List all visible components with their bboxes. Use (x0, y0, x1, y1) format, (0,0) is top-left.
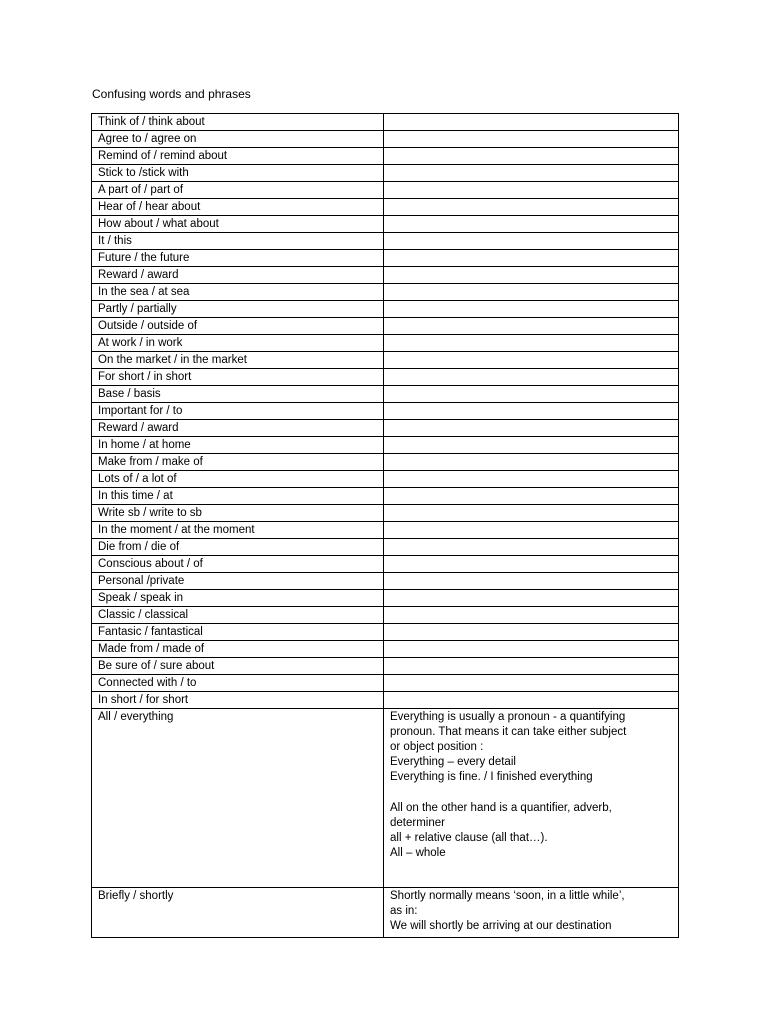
note-cell (384, 131, 679, 148)
note-cell (384, 471, 679, 488)
term-text: Reward / award (98, 422, 179, 434)
note-cell (384, 590, 679, 607)
table-row (92, 284, 679, 301)
term-text: How about / what about (98, 218, 219, 230)
term-text: In short / for short (98, 694, 189, 706)
term-text: It / this (98, 235, 132, 247)
term-cell (92, 182, 384, 199)
note-cell (384, 420, 679, 437)
note-line: Everything is fine. / I finished everything (390, 771, 593, 783)
note-cell (384, 233, 679, 250)
table-row (92, 488, 679, 505)
table-row (92, 505, 679, 522)
table-row (92, 165, 679, 182)
note-line: Shortly normally means ‘soon, in a little while’, (390, 890, 625, 902)
note-cell (384, 658, 679, 675)
term-text: Connected with / to (98, 677, 197, 689)
term-text: Agree to / agree on (98, 133, 197, 145)
term-cell (92, 233, 384, 250)
term-cell (92, 624, 384, 641)
term-text: Speak / speak in (98, 592, 184, 604)
table-row (92, 182, 679, 199)
term-cell (92, 675, 384, 692)
term-text: Personal /private (98, 575, 185, 587)
term-text: Make from / make of (98, 456, 203, 468)
table-row (92, 131, 679, 148)
note-cell (384, 114, 679, 131)
term-text: Important for / to (98, 405, 183, 417)
term-cell (92, 488, 384, 505)
term-text: Classic / classical (98, 609, 189, 621)
table-row (92, 454, 679, 471)
note-cell (384, 369, 679, 386)
term-text: A part of / part of (98, 184, 184, 196)
term-cell (92, 888, 384, 938)
table-row (92, 114, 679, 131)
term-cell (92, 539, 384, 556)
term-text: Lots of / a lot of (98, 473, 177, 485)
table-row (92, 556, 679, 573)
term-cell (92, 386, 384, 403)
table-row (92, 403, 679, 420)
term-cell (92, 641, 384, 658)
table-row (92, 675, 679, 692)
term-cell (92, 148, 384, 165)
term-text: Hear of / hear about (98, 201, 201, 213)
note-cell (384, 607, 679, 624)
note-line: All – whole (390, 847, 446, 859)
term-text: On the market / in the market (98, 354, 247, 366)
note-cell (384, 488, 679, 505)
note-cell (384, 675, 679, 692)
table-row (92, 624, 679, 641)
term-text: Fantasic / fantastical (98, 626, 203, 638)
table-row (92, 641, 679, 658)
table-row (92, 522, 679, 539)
table-row (92, 369, 679, 386)
term-text: In the moment / at the moment (98, 524, 255, 536)
note-line: determiner (390, 817, 445, 829)
table-row (92, 471, 679, 488)
term-cell (92, 556, 384, 573)
term-text: Think of / think about (98, 116, 205, 128)
note-cell (384, 624, 679, 641)
table-row (92, 233, 679, 250)
term-cell (92, 505, 384, 522)
term-cell (92, 318, 384, 335)
term-cell (92, 250, 384, 267)
note-cell (384, 709, 679, 888)
note-cell (384, 437, 679, 454)
term-text: Briefly / shortly (98, 890, 174, 902)
term-cell (92, 403, 384, 420)
note-cell (384, 556, 679, 573)
note-cell (384, 539, 679, 556)
note-line: as in: (390, 905, 418, 917)
table-row (92, 199, 679, 216)
note-cell (384, 199, 679, 216)
term-cell (92, 607, 384, 624)
note-cell (384, 267, 679, 284)
note-line: pronoun. That means it can take either subject (390, 726, 627, 738)
term-text: Reward / award (98, 269, 179, 281)
note-cell (384, 301, 679, 318)
note-cell (384, 318, 679, 335)
note-cell (384, 386, 679, 403)
note-cell (384, 403, 679, 420)
term-cell (92, 165, 384, 182)
table-row (92, 267, 679, 284)
note-cell (384, 641, 679, 658)
term-text: Stick to /stick with (98, 167, 189, 179)
term-cell (92, 284, 384, 301)
term-text: Write sb / write to sb (98, 507, 202, 519)
term-cell (92, 590, 384, 607)
term-cell (92, 114, 384, 131)
table-row (92, 352, 679, 369)
table-row (92, 590, 679, 607)
term-text: In this time / at (98, 490, 173, 502)
note-line: Everything is usually a pronoun - a quantifying (390, 711, 626, 723)
note-cell (384, 454, 679, 471)
table-row (92, 437, 679, 454)
note-cell (384, 216, 679, 233)
note-cell (384, 284, 679, 301)
note-cell (384, 335, 679, 352)
table-row (92, 658, 679, 675)
term-cell (92, 267, 384, 284)
term-cell (92, 131, 384, 148)
note-cell (384, 692, 679, 709)
note-blank-line (390, 785, 672, 801)
term-cell (92, 658, 384, 675)
table-row (92, 539, 679, 556)
table-row (92, 250, 679, 267)
note-cell (384, 182, 679, 199)
term-cell (92, 301, 384, 318)
term-text: All / everything (98, 711, 174, 723)
table-row (92, 301, 679, 318)
term-text: In home / at home (98, 439, 191, 451)
table-row-briefly-shortly (92, 888, 679, 938)
term-text: Be sure of / sure about (98, 660, 215, 672)
term-text: Outside / outside of (98, 320, 198, 332)
term-text: Partly / partially (98, 303, 177, 315)
note-cell (384, 573, 679, 590)
term-cell (92, 369, 384, 386)
term-cell (92, 471, 384, 488)
table-row (92, 420, 679, 437)
table-row (92, 216, 679, 233)
note-line: all + relative clause (all that…). (390, 832, 548, 844)
note-cell (384, 148, 679, 165)
table-row (92, 148, 679, 165)
term-text: Die from / die of (98, 541, 180, 553)
table-row (92, 607, 679, 624)
note-line: All on the other hand is a quantifier, adverb, (390, 802, 612, 814)
note-cell (384, 888, 679, 938)
table-row (92, 335, 679, 352)
term-text: At work / in work (98, 337, 183, 349)
term-cell (92, 454, 384, 471)
table-body (92, 114, 679, 938)
note-cell (384, 522, 679, 539)
term-text: Future / the future (98, 252, 190, 264)
term-cell (92, 709, 384, 888)
confusing-words-table (91, 113, 679, 938)
table-row (92, 692, 679, 709)
term-cell (92, 352, 384, 369)
term-cell (92, 199, 384, 216)
term-text: Made from / made of (98, 643, 205, 655)
term-cell (92, 692, 384, 709)
term-text: For short / in short (98, 371, 192, 383)
term-text: Remind of / remind about (98, 150, 228, 162)
note-cell (384, 505, 679, 522)
term-text: Base / basis (98, 388, 161, 400)
table-row (92, 386, 679, 403)
term-text: Conscious about / of (98, 558, 203, 570)
term-cell (92, 437, 384, 454)
note-line: Everything – every detail (390, 756, 516, 768)
note-cell (384, 352, 679, 369)
term-cell (92, 573, 384, 590)
note-cell (384, 165, 679, 182)
note-cell (384, 250, 679, 267)
page-title: Confusing words and phrases (92, 87, 251, 101)
term-text: In the sea / at sea (98, 286, 190, 298)
term-cell (92, 216, 384, 233)
table-row (92, 573, 679, 590)
note-line: or object position : (390, 741, 484, 753)
note-line: We will shortly be arriving at our destination (390, 920, 612, 932)
term-cell (92, 420, 384, 437)
table-row-all-everything (92, 709, 679, 888)
table-row (92, 318, 679, 335)
term-cell (92, 335, 384, 352)
term-cell (92, 522, 384, 539)
